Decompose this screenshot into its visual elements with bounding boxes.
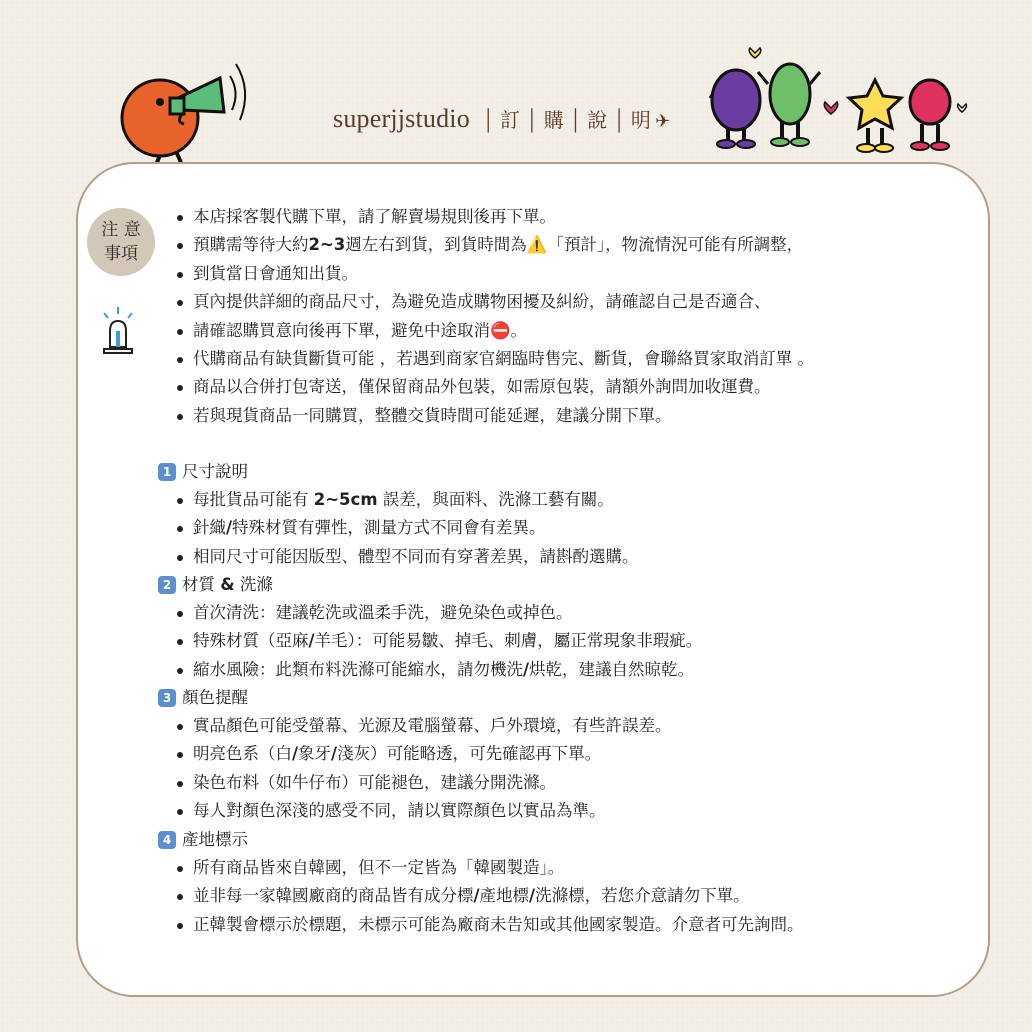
- section-number-badge: 2: [158, 576, 176, 594]
- siren-icon: [98, 305, 138, 357]
- section-heading: [158, 571, 978, 599]
- text-segment: 象牙: [298, 744, 332, 764]
- section-number-badge: 4: [158, 831, 176, 849]
- title-char-3: 說: [587, 108, 608, 132]
- text-segment: 預購需等待大約: [193, 235, 309, 255]
- bold-segment: /: [308, 631, 315, 651]
- text-segment: 頁內提供詳細的商品尺寸，為避免造成購物困擾及糾紛，請確認自己是否適合、: [193, 292, 771, 312]
- title-char-2: 購: [543, 108, 564, 132]
- cheering-mascots-icon: [690, 42, 980, 162]
- section-1: [158, 458, 978, 571]
- title-char-1: 訂: [500, 108, 521, 132]
- section-list: [158, 712, 978, 826]
- section-list: [158, 854, 978, 939]
- separator: |: [572, 104, 579, 133]
- section-item: [175, 486, 978, 514]
- section-item: [175, 543, 978, 571]
- text-segment: 。: [510, 320, 528, 340]
- header: [0, 0, 1032, 170]
- text-segment: 烘乾，建議自然晾乾。: [529, 659, 695, 679]
- section-list: [158, 599, 978, 684]
- bold-segment: 2~5cm: [313, 490, 378, 509]
- section-number-badge: 1: [158, 463, 176, 481]
- bold-segment: /: [331, 744, 338, 764]
- notice-badge: [87, 208, 155, 276]
- bold-segment: &: [220, 575, 235, 594]
- text-segment: 請確認購買意向後再下單，避免中途取消: [193, 320, 490, 340]
- section-item: [175, 769, 978, 797]
- notice-item: [175, 231, 975, 259]
- section-item: [175, 911, 978, 939]
- notice-item: [175, 345, 975, 373]
- text-segment: 針織: [193, 518, 226, 538]
- section-title: [182, 684, 248, 712]
- text-segment: 商品以合併打包寄送，僅保留商品外包裝，如需原包裝，請額外詢問加收運費。: [193, 377, 771, 397]
- section-list: [158, 486, 978, 571]
- title-char-4: 明: [630, 108, 652, 132]
- text-segment: 羊毛）：可能易皺、掉毛、刺膚，屬正常現象非瑕疵。: [314, 631, 703, 651]
- text-segment: 所有商品皆來自韓國，但不一定皆為「韓國製造」。: [193, 858, 565, 877]
- section-item: [175, 514, 978, 542]
- badge-line-1: 注 意: [101, 220, 141, 240]
- text-segment: 實品顏色可能受螢幕、光源及電腦螢幕、戶外環境，有些許誤差。: [193, 716, 672, 735]
- text-segment: 顏色提醒: [182, 688, 248, 707]
- text-segment: 特殊材質（亞麻: [193, 631, 309, 651]
- text-segment: 產地標: [479, 886, 530, 906]
- text-segment: 並非每一家韓國廠商的商品皆有成分標: [193, 886, 474, 906]
- no-entry-icon: ⛔: [490, 320, 511, 340]
- text-segment: 代購商品有缺貨斷貨可能 ，若遇到商家官網臨時售完、斷貨，會聯絡買家取消訂單 。: [193, 349, 814, 369]
- bold-segment: /: [292, 744, 299, 764]
- section-item: [175, 797, 978, 825]
- section-heading: [158, 458, 978, 486]
- section-title: [182, 458, 248, 486]
- text-segment: 相同尺寸可能因版型、體型不同而有穿著差異，請斟酌選購。: [193, 546, 639, 566]
- text-segment: 週左右到貨，到貨時間為: [345, 235, 527, 255]
- bold-segment: /: [529, 886, 536, 906]
- text-segment: 尺寸說明: [182, 462, 248, 481]
- airplane-icon: ✈: [655, 111, 671, 131]
- text-segment: 特殊材質有彈性，測量方式不同會有差異。: [232, 518, 546, 538]
- bold-segment: /: [226, 518, 233, 538]
- bold-segment: 2~3: [308, 235, 346, 255]
- text-segment: 材質: [182, 575, 221, 594]
- section-item: [175, 854, 978, 882]
- section-3: [158, 684, 978, 826]
- notice-item: [175, 402, 975, 430]
- text-segment: 首次清洗：建議乾洗或溫柔手洗，避免染色或掉色。: [193, 603, 573, 622]
- section-title: [182, 826, 248, 854]
- section-4: [158, 826, 978, 939]
- notice-item: [175, 288, 975, 316]
- text-segment: 「預計」，物流情況可能有所調整，: [547, 235, 804, 255]
- section-heading: [158, 826, 978, 854]
- text-segment: 本店採客製代購下單，請了解賣場規則後再下單。: [193, 207, 556, 226]
- text-segment: 誤差，與面料、洗滌工藝有關。: [377, 490, 614, 509]
- text-segment: 到貨當日會通知出貨。: [193, 263, 358, 283]
- badge-line-2: 事項: [104, 244, 138, 264]
- section-2: [158, 571, 978, 684]
- text-segment: 產地標示: [182, 830, 248, 849]
- notice-list: [175, 203, 975, 430]
- section-item: [175, 712, 978, 740]
- text-segment: 洗滌: [234, 575, 273, 594]
- warning-icon: ⚠️: [526, 235, 548, 255]
- notice-item: [175, 260, 975, 288]
- brand-name: superjjstudio: [333, 104, 470, 133]
- separator: |: [485, 104, 492, 133]
- text-segment: 淺灰）可能略透，可先確認再下單。: [337, 744, 602, 764]
- notice-item: [175, 203, 975, 231]
- section-item: [175, 740, 978, 768]
- text-segment: 每人對顏色深淺的感受不同，請以實際顏色以實品為準。: [193, 801, 606, 821]
- text-segment: 洗滌標，若您介意請勿下單。: [535, 886, 750, 906]
- text-segment: 縮水風險：此類布料洗滌可能縮水，請勿機洗: [193, 659, 523, 679]
- section-heading: [158, 684, 978, 712]
- text-segment: 明亮色系（白: [193, 744, 292, 764]
- section-item: [175, 882, 978, 910]
- section-title: [182, 571, 273, 599]
- bold-segment: /: [473, 886, 480, 906]
- separator: |: [616, 104, 622, 133]
- section-number-badge: 3: [158, 689, 176, 707]
- notice-item: [175, 317, 975, 345]
- separator: |: [529, 104, 535, 133]
- brand-title: [333, 104, 670, 134]
- bold-segment: /: [523, 659, 530, 679]
- text-segment: 若與現貨商品一同購買，整體交貨時間可能延遲，建議分開下單。: [193, 405, 672, 425]
- text-segment: 正韓製會標示於標題，未標示可能為廠商未告知或其他國家製造。介意者可先詢問。: [193, 914, 804, 934]
- text-segment: 每批貨品可能有: [193, 490, 314, 509]
- section-item: [175, 656, 978, 684]
- section-item: [175, 599, 978, 627]
- section-item: [175, 627, 978, 655]
- notice-item: [175, 373, 975, 401]
- text-segment: 染色布料（如牛仔布）可能褪色，建議分開洗滌。: [193, 772, 556, 792]
